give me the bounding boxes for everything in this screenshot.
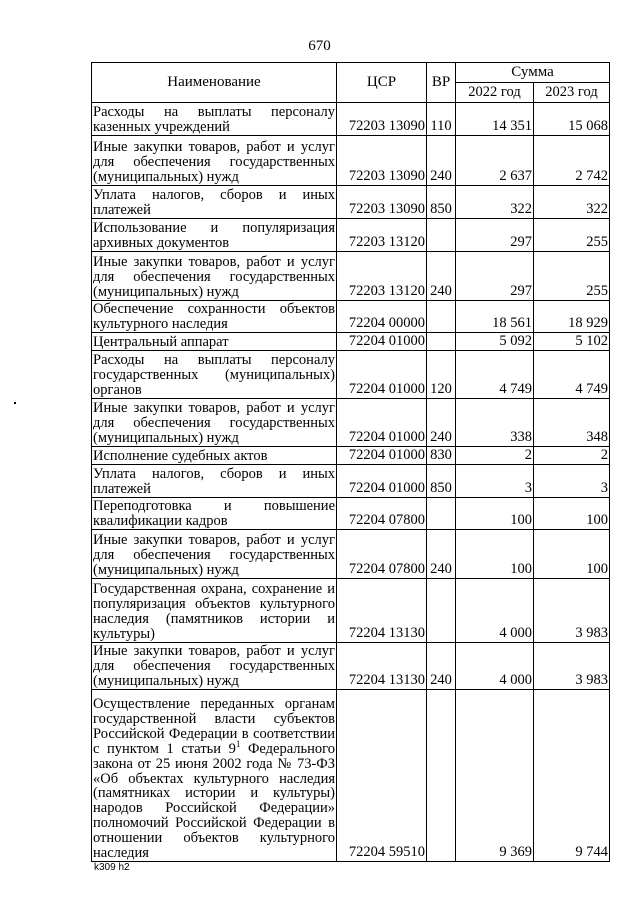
table-row bbox=[92, 465, 610, 498]
row-vr: 830 bbox=[427, 447, 456, 465]
row-2022: 338 bbox=[456, 399, 534, 447]
row-2023: 5 102 bbox=[534, 333, 610, 351]
row-2022: 2 637 bbox=[456, 136, 534, 186]
row-2023: 255 bbox=[534, 252, 610, 301]
header-year-2023: 2023 год bbox=[534, 83, 610, 103]
row-csr: 72204 01000 bbox=[337, 399, 427, 447]
table-row bbox=[92, 301, 610, 333]
table-row bbox=[92, 447, 610, 465]
row-2023: 15 068 bbox=[534, 103, 610, 136]
row-2022: 322 bbox=[456, 186, 534, 219]
row-2023: 3 bbox=[534, 465, 610, 498]
row-2022: 4 749 bbox=[456, 351, 534, 399]
row-name: Расходы на выплаты персоналу казенных учреждений bbox=[93, 104, 335, 136]
row-name: Иные закупки товаров, работ и услуг для обеспечения государственных (муниципальных) нужд bbox=[92, 136, 337, 186]
row-2022: 297 bbox=[456, 252, 534, 301]
row-name: Иные закупки товаров, работ и услуг для обеспечения государственных (муниципальных) нужд bbox=[93, 643, 335, 690]
row-2023: 100 bbox=[534, 530, 610, 579]
table-row bbox=[92, 186, 610, 219]
row-csr: 72204 07800 bbox=[337, 498, 427, 530]
row-vr: 850 bbox=[427, 186, 456, 219]
row-name: Иные закупки товаров, работ и услуг для обеспечения государственных (муниципальных) нужд bbox=[93, 400, 335, 447]
row-csr: 72203 13090 bbox=[337, 103, 427, 136]
row-csr: 72203 13090 bbox=[337, 136, 427, 186]
row-name: Уплата налогов, сборов и иных платежей bbox=[93, 466, 335, 498]
table-row bbox=[92, 252, 610, 301]
row-2023: 348 bbox=[534, 399, 610, 447]
row-2022: 100 bbox=[456, 530, 534, 579]
header-name: Наименование bbox=[92, 63, 337, 103]
scan-speck bbox=[14, 402, 16, 404]
row-vr bbox=[427, 301, 456, 333]
table-row bbox=[92, 351, 610, 399]
table-row bbox=[92, 399, 610, 447]
row-vr: 240 bbox=[427, 530, 456, 579]
row-name: Центральный аппарат bbox=[92, 333, 337, 351]
table-row bbox=[92, 333, 610, 351]
row-2023: 322 bbox=[534, 186, 610, 219]
row-vr bbox=[427, 498, 456, 530]
row-2022: 9 369 bbox=[456, 690, 534, 862]
row-vr: 240 bbox=[427, 399, 456, 447]
table-row bbox=[92, 530, 610, 579]
row-2023: 255 bbox=[534, 219, 610, 252]
article-superscript: 1 bbox=[235, 738, 241, 749]
row-2022: 18 561 bbox=[456, 301, 534, 333]
row-2022: 2 bbox=[456, 447, 534, 465]
row-vr: 120 bbox=[427, 351, 456, 399]
row-vr: 110 bbox=[427, 103, 456, 136]
row-csr: 72204 01000 bbox=[337, 351, 427, 399]
row-vr: 240 bbox=[427, 252, 456, 301]
row-2022: 4 000 bbox=[456, 579, 534, 643]
row-csr: 72204 01000 bbox=[337, 447, 427, 465]
row-csr: 72204 00000 bbox=[337, 301, 427, 333]
row-vr: 240 bbox=[427, 136, 456, 186]
row-csr: 72203 13120 bbox=[337, 252, 427, 301]
row-2022: 14 351 bbox=[456, 103, 534, 136]
row-2023: 100 bbox=[534, 498, 610, 530]
row-csr: 72203 13090 bbox=[337, 186, 427, 219]
row-vr bbox=[427, 690, 456, 862]
row-name: Уплата налогов, сборов и иных платежей bbox=[93, 187, 335, 219]
header-vr: ВР bbox=[427, 63, 456, 103]
row-name: Обеспечение сохранности объектов культурного наследия bbox=[93, 301, 335, 333]
row-name: Переподготовка и повышение квалификации кадров bbox=[93, 498, 335, 530]
row-2023: 3 983 bbox=[534, 643, 610, 690]
row-name: Использование и популяризация архивных документов bbox=[93, 220, 335, 252]
row-name: Иные закупки товаров, работ и услуг для обеспечения государственных (муниципальных) нужд bbox=[92, 530, 337, 579]
row-2022: 100 bbox=[456, 498, 534, 530]
table-row bbox=[92, 136, 610, 186]
header-csr: ЦСР bbox=[337, 63, 427, 103]
row-csr: 72204 01000 bbox=[337, 333, 427, 351]
row-vr: 850 bbox=[427, 465, 456, 498]
row-name: Исполнение судебных актов bbox=[92, 447, 337, 465]
row-2023: 2 bbox=[534, 447, 610, 465]
row-2023: 3 983 bbox=[534, 579, 610, 643]
row-name bbox=[92, 690, 337, 862]
row-name: Расходы на выплаты персоналу государственных (муниципальных) органов bbox=[93, 352, 335, 399]
table-row bbox=[92, 498, 610, 530]
row-csr: 72204 13130 bbox=[337, 643, 427, 690]
row-vr bbox=[427, 333, 456, 351]
row-name: Государственная охрана, сохранение и популяризация объектов культурного наследия (памятников истории и культуры) bbox=[92, 579, 337, 643]
table-row bbox=[92, 103, 610, 136]
row-2022: 4 000 bbox=[456, 643, 534, 690]
row-2023: 9 744 bbox=[534, 690, 610, 862]
row-csr: 72203 13120 bbox=[337, 219, 427, 252]
row-2023: 4 749 bbox=[534, 351, 610, 399]
row-name-part: Осуществление переданных органам государственной власти субъектов Российской Федерации в соответствии с пунктом 1 статьи 9 bbox=[93, 696, 335, 757]
footer-code: k309 h2 bbox=[94, 862, 130, 873]
row-name-part: Федерального закона от 25 июня 2002 года № 73-ФЗ «Об объектах культурного наследия (памятниках истории и культуры) народов Российской Федерации» полномочий Российской Федерации в отношении объектов культурного наследия bbox=[93, 740, 335, 862]
row-2022: 297 bbox=[456, 219, 534, 252]
row-csr: 72204 59510 bbox=[337, 690, 427, 862]
page-number: 670 bbox=[308, 38, 331, 54]
header-sum: Сумма bbox=[456, 63, 610, 83]
row-vr bbox=[427, 579, 456, 643]
row-vr bbox=[427, 219, 456, 252]
row-2023: 2 742 bbox=[534, 136, 610, 186]
row-csr: 72204 13130 bbox=[337, 579, 427, 643]
table-row bbox=[92, 690, 610, 862]
row-csr: 72204 07800 bbox=[337, 530, 427, 579]
table-row bbox=[92, 219, 610, 252]
table-row bbox=[92, 643, 610, 690]
row-vr: 240 bbox=[427, 643, 456, 690]
row-name: Иные закупки товаров, работ и услуг для обеспечения государственных (муниципальных) нужд bbox=[92, 252, 337, 301]
row-2023: 18 929 bbox=[534, 301, 610, 333]
row-csr: 72204 01000 bbox=[337, 465, 427, 498]
table-row bbox=[92, 579, 610, 643]
row-2022: 3 bbox=[456, 465, 534, 498]
budget-table bbox=[91, 62, 610, 862]
row-2022: 5 092 bbox=[456, 333, 534, 351]
header-year-2022: 2022 год bbox=[456, 83, 534, 103]
